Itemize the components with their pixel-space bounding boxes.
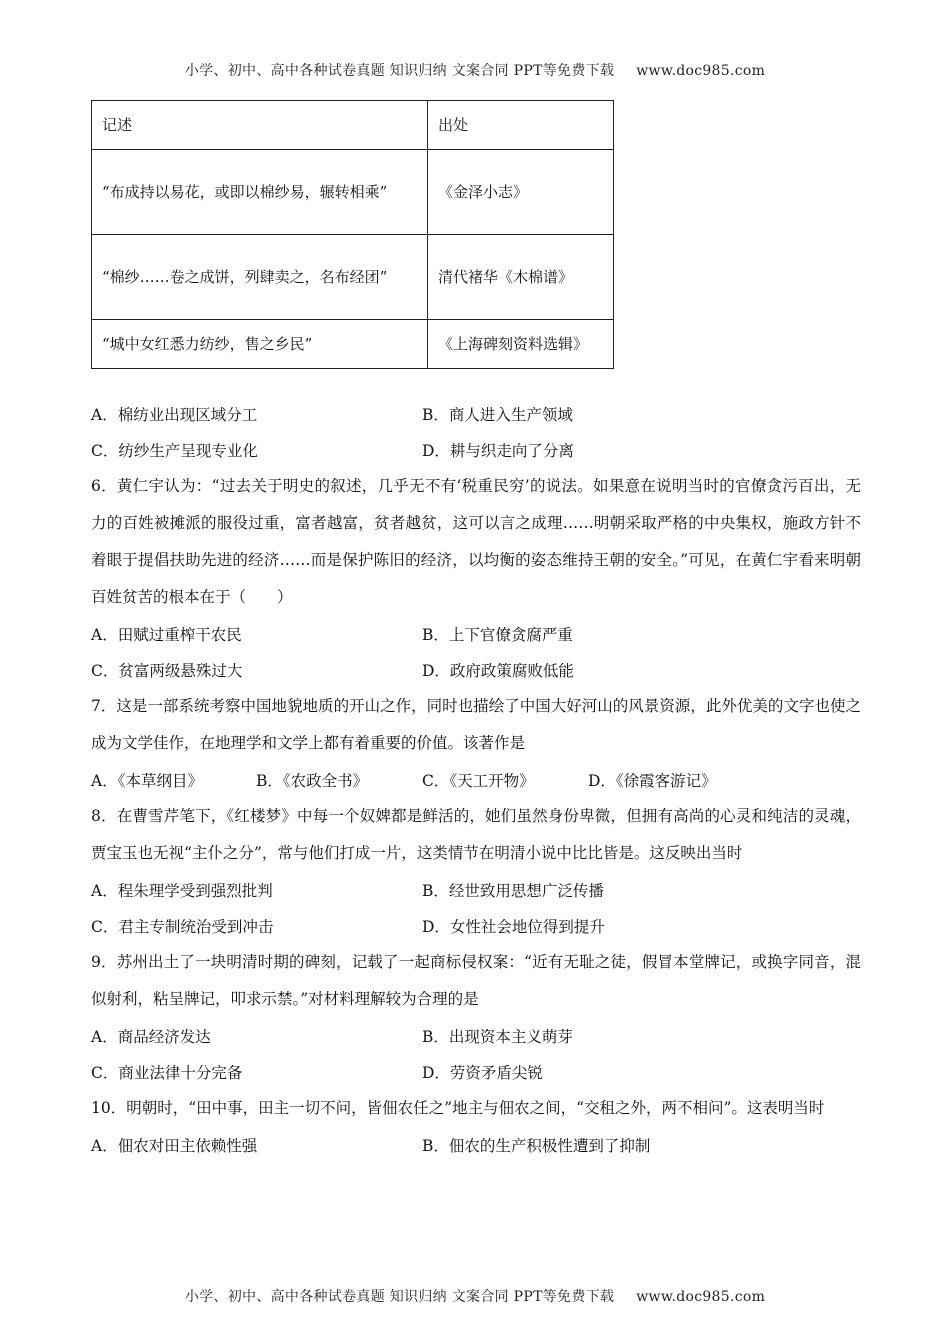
q6-options-row-2 [91,652,861,688]
footer-url[interactable]: www.doc985.com [636,1289,766,1305]
option-b: B．《农政全书》 [256,772,369,790]
option-b: B．商人进入生产领域 [422,406,573,424]
q7-stem: 7．这是一部系统考察中国地貌地质的开山之作，同时也描绘了中国大好河山的风景资源，此外优美的文字也使之成为文学佳作，在地理学和文学上都有着重要的价值。该著作是 [91,697,861,752]
q8-options-row-1 [91,872,861,908]
footer-text: 小学、初中、高中各种试卷真题 知识归纳 文案合同 PPT等免费下载 [184,1289,615,1305]
option-b: B．上下官僚贪腐严重 [422,626,573,644]
option-a: A．佃农对田主依赖性强 [91,1137,258,1155]
option-d: D．耕与织走向了分离 [422,442,574,460]
page-header [0,60,950,80]
quote-cell: “城中女红悉力纺纱，售之乡民” [92,320,428,369]
source-cell: 《上海碑刻资料选辑》 [428,320,614,369]
option-b: B．经世致用思想广泛传播 [422,882,604,900]
option-d: D．女性社会地位得到提升 [422,918,605,936]
source-table [91,100,614,369]
option-d: D．劳资矛盾尖锐 [422,1064,543,1082]
header-url[interactable]: www.doc985.com [636,63,766,79]
option-a: A．《本草纲目》 [91,772,203,790]
option-b: B．佃农的生产积极性遭到了抑制 [422,1137,651,1155]
table-header-cell: 出处 [428,101,614,150]
q9-options-row-2 [91,1054,861,1090]
option-c: C．纺纱生产呈现专业化 [91,442,258,460]
option-a: A．棉纺业出现区域分工 [91,406,258,424]
table-header-row [92,101,614,150]
table-header-cell: 记述 [92,101,428,150]
table-row [92,235,614,320]
table-row [92,150,614,235]
option-a: A．程朱理学受到强烈批判 [91,882,273,900]
q6-options-row-1 [91,616,861,652]
q10-stem: 10．明朝时，“田中事，田主一切不问，皆佃农任之”地主与佃农之间，“交租之外，两不相问”。这表明当时 [91,1099,825,1117]
table-row [92,320,614,369]
option-c: C．贫富两级悬殊过大 [91,662,243,680]
quote-cell: “布成持以易花，或即以棉纱易，辗转相乘” [92,150,428,235]
question-body [91,396,861,1163]
q8-options-row-2 [91,908,861,944]
q8-stem: 8．在曹雪芹笔下，《红楼梦》中每一个奴婢都是鲜活的，她们虽然身份卑微，但拥有高尚的心灵和纯洁的灵魂，贾宝玉也无视“主仆之分”，常与他们打成一片，这类情节在明清小说中比比皆是。这反映出当时 [91,807,861,862]
source-cell: 《金泽小志》 [428,150,614,235]
q5-options-row-2 [91,432,861,468]
option-c: C．《天工开物》 [422,772,535,790]
option-a: A．商品经济发达 [91,1028,211,1046]
option-d: D．政府政策腐败低能 [422,662,574,680]
option-d: D．《徐霞客游记》 [588,772,717,790]
q9-stem: 9．苏州出土了一块明清时期的碑刻，记载了一起商标侵权案：“近有无耻之徒，假冒本堂牌记，或换字同音，混似射利，粘呈牌记，叩求示禁。”对材料理解较为合理的是 [91,953,861,1008]
quote-cell: “棉纱……卷之成饼，列肆卖之，名布经团” [92,235,428,320]
option-c: C．商业法律十分完备 [91,1064,243,1082]
q5-options-row-1 [91,396,861,432]
page-footer [0,1286,950,1306]
option-c: C．君主专制统治受到冲击 [91,918,274,936]
q6-stem: 6．黄仁宇认为：“过去关于明史的叙述，几乎无不有‘税重民穷’的说法。如果意在说明当时的官僚贪污百出，无力的百姓被摊派的服役过重，富者越富，贫者越贫，这可以言之成理……明朝采取严格的中央集权，施政方针不着眼于提倡扶助先进的经济……而是保护陈旧的经济，以均衡的姿态维持王朝的安全。”可见，在黄仁宇看来明朝百姓贫苦的根本在于（ ） [91,477,861,606]
option-a: A．田赋过重榨干农民 [91,626,242,644]
option-b: B．出现资本主义萌芽 [422,1028,573,1046]
header-text: 小学、初中、高中各种试卷真题 知识归纳 文案合同 PPT等免费下载 [184,63,615,79]
q10-options-row-1 [91,1127,861,1163]
source-cell: 清代褚华《木棉谱》 [428,235,614,320]
q9-options-row-1 [91,1018,861,1054]
q7-options-row [91,762,861,798]
